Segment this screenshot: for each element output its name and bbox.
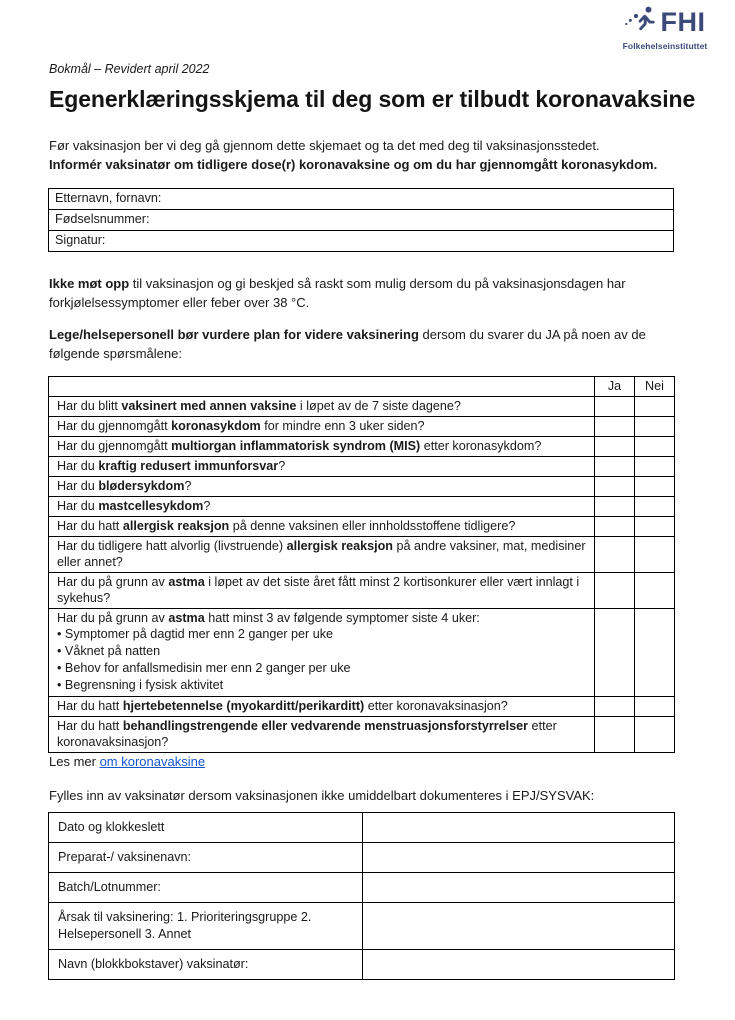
vaccinator-value-navn[interactable] (363, 950, 675, 980)
table-row (49, 231, 674, 252)
logo-wordmark: FHI (660, 6, 706, 37)
notice-rest: til vaksinasjon og gi beskjed så raskt som mulig dersom du på vaksinasjonsdagen har forkjølelsessymptomer eller feber over 38 °C. (49, 276, 626, 310)
vaccinator-label-dato: Dato og klokkeslett (49, 813, 363, 843)
question-post: i løpet av de 7 siste dagene? (296, 399, 461, 413)
table-row (49, 903, 675, 950)
personal-label-fodselsnummer[interactable]: Fødselsnummer: (49, 210, 674, 231)
question-post: i løpet av det siste året fått minst 2 kortisonkurer eller vært innlagt i sykehus? (57, 575, 580, 605)
vaccinator-label-batch: Batch/Lotnummer: (49, 873, 363, 903)
vaccinator-table-body (49, 813, 675, 980)
question-keyword: behandlingstrengende eller vedvarende menstruasjonsforstyrrelser (122, 719, 529, 733)
question-pre: Har du hatt (57, 519, 123, 533)
question-post: hatt minst 3 av følgende symptomer siste 4 uker: (204, 611, 480, 625)
table-row (49, 210, 674, 231)
table-row (49, 517, 675, 537)
personal-label-signatur[interactable]: Signatur: (49, 231, 674, 252)
answer-cell-ja[interactable] (595, 457, 635, 477)
table-row (49, 189, 674, 210)
table-row (49, 497, 675, 517)
question-pre: Har du på grunn av (57, 611, 169, 625)
question-post: på andre vaksiner, mat, medisiner eller annet? (57, 539, 586, 569)
table-row (49, 457, 675, 477)
question-cell (49, 517, 595, 537)
question-keyword: multiorgan inflammatorisk syndrom (MIS) (171, 439, 421, 453)
answer-cell-nei[interactable] (635, 477, 675, 497)
table-row (49, 477, 675, 497)
table-row (49, 397, 675, 417)
question-keyword: koronasykdom (171, 419, 261, 433)
question-cell (49, 497, 595, 517)
answer-cell-ja[interactable] (595, 497, 635, 517)
vaccinator-label-arsak: Årsak til vaksinering: 1. Prioriteringsgruppe 2. Helsepersonell 3. Annet (49, 903, 363, 950)
questions-table-head (49, 377, 675, 397)
list-item: • Behov for anfallsmedisin mer enn 2 ganger per uke (57, 660, 590, 677)
question-pre: Har du på grunn av (57, 575, 169, 589)
question-keyword: allergisk reaksjon (286, 539, 394, 553)
question-pre: Har du (57, 459, 99, 473)
table-row (49, 437, 675, 457)
question-post: etter koronavaksinasjon? (364, 699, 508, 713)
question-post: ? (203, 499, 211, 513)
answer-cell-nei[interactable] (635, 417, 675, 437)
notice-bold-lead: Ikke møt opp (49, 276, 130, 291)
question-pre: Har du gjennomgått (57, 439, 172, 453)
answer-cell-nei[interactable] (635, 517, 675, 537)
fhi-logo (609, 6, 721, 51)
vaccinator-label-preparat: Preparat-/ vaksinenavn: (49, 843, 363, 873)
table-row (49, 609, 675, 697)
question-post: på denne vaksinen eller innholdsstoffene tidligere? (229, 519, 516, 533)
table-row (49, 843, 675, 873)
vaccinator-value-batch[interactable] (363, 873, 675, 903)
table-header-row (49, 377, 675, 397)
koronavaksine-link[interactable]: om koronavaksine (99, 754, 206, 769)
logo-top-row (625, 6, 706, 38)
question-cell (49, 417, 595, 437)
question-pre: Har du gjennomgått (57, 419, 172, 433)
answer-cell-nei[interactable] (635, 609, 675, 697)
personal-info-table (48, 188, 674, 252)
list-item: • Våknet på natten (57, 643, 590, 660)
question-cell (49, 537, 595, 573)
question-pre: Har du blitt (57, 399, 122, 413)
question-post: ? (278, 459, 286, 473)
read-more-line (49, 754, 205, 769)
evaluate-bold-lead: Lege/helsepersonell bør vurdere plan for videre vaksinering (49, 327, 419, 342)
table-row (49, 573, 675, 609)
question-post: ? (184, 479, 192, 493)
table-row (49, 950, 675, 980)
question-keyword: astma (168, 575, 205, 589)
revision-label: Bokmål – Revidert april 2022 (49, 62, 210, 76)
vaccinator-value-arsak[interactable] (363, 903, 675, 950)
answer-cell-nei[interactable] (635, 457, 675, 477)
vaccinator-value-dato[interactable] (363, 813, 675, 843)
question-cell (49, 397, 595, 417)
answer-cell-nei[interactable] (635, 573, 675, 609)
question-post: etter koronavaksinasjon? (57, 719, 557, 749)
evaluate-paragraph (49, 325, 689, 363)
answer-cell-ja[interactable] (595, 437, 635, 457)
notice-paragraph (49, 274, 689, 312)
question-cell (49, 457, 595, 477)
question-keyword: kraftig redusert immunforsvar (98, 459, 279, 473)
question-post: for mindre enn 3 uker siden? (260, 419, 425, 433)
question-keyword: mastcellesykdom (98, 499, 204, 513)
column-header-ja: Ja (595, 377, 635, 397)
questions-table-body (49, 397, 675, 753)
personal-info-body (49, 189, 674, 252)
intro-line-2: Informér vaksinatør om tidligere dose(r) koronavaksine og om du har gjennomgått koronasykdom. (49, 157, 658, 172)
question-pre: Har du tidligere hatt alvorlig (livstruende) (57, 539, 287, 553)
column-header-nei: Nei (635, 377, 675, 397)
question-cell (49, 697, 595, 717)
question-pre: Har du hatt (57, 719, 123, 733)
question-keyword: blødersykdom (98, 479, 185, 493)
table-row (49, 697, 675, 717)
question-pre: Har du (57, 479, 99, 493)
vaccinator-value-preparat[interactable] (363, 843, 675, 873)
question-post: etter koronasykdom? (420, 439, 542, 453)
answer-cell-ja[interactable] (595, 717, 635, 753)
evaluate-rest: dersom du svarer du JA på noen av de følgende spørsmålene: (49, 327, 646, 361)
answer-cell-ja[interactable] (595, 609, 635, 697)
questions-table (48, 376, 675, 753)
answer-cell-ja[interactable] (595, 397, 635, 417)
table-row (49, 417, 675, 437)
vaccinator-intro: Fylles inn av vaksinatør dersom vaksinasjonen ikke umiddelbart dokumenteres i EPJ/SYSVAK: (49, 788, 595, 803)
logo-subtitle: Folkehelseinstituttet (622, 41, 708, 51)
table-row (49, 813, 675, 843)
answer-cell-nei[interactable] (635, 697, 675, 717)
question-cell (49, 717, 595, 753)
answer-cell-ja[interactable] (595, 417, 635, 437)
table-row (49, 873, 675, 903)
answer-cell-nei[interactable] (635, 437, 675, 457)
question-pre: Har du hatt (57, 699, 123, 713)
running-person-icon (625, 6, 659, 38)
personal-label-etternavn[interactable]: Etternavn, fornavn: (49, 189, 674, 210)
table-row (49, 537, 675, 573)
question-pre: Har du (57, 499, 99, 513)
question-keyword: vaksinert med annen vaksine (121, 399, 297, 413)
answer-cell-nei[interactable] (635, 497, 675, 517)
page-title: Egenerklæringsskjema til deg som er tilbudt koronavaksine (49, 86, 696, 112)
list-item: • Symptomer på dagtid mer enn 2 ganger per uke (57, 626, 590, 643)
answer-cell-nei[interactable] (635, 397, 675, 417)
answer-cell-nei[interactable] (635, 717, 675, 753)
list-item: • Begrensning i fysisk aktivitet (57, 677, 590, 694)
answer-cell-ja[interactable] (595, 573, 635, 609)
answer-cell-ja[interactable] (595, 697, 635, 717)
question-keyword: hjertebetennelse (myokarditt/perikarditt) (122, 699, 365, 713)
question-keyword: allergisk reaksjon (122, 519, 230, 533)
question-cell-asthma-symptoms (49, 609, 595, 697)
intro-line-1: Før vaksinasjon ber vi deg gå gjennom dette skjemaet og ta det med deg til vaksinasjonsstedet. (49, 138, 600, 153)
answer-cell-nei[interactable] (635, 537, 675, 573)
question-keyword: astma (168, 611, 205, 625)
vaccinator-label-navn: Navn (blokkbokstaver) vaksinatør: (49, 950, 363, 980)
question-cell (49, 573, 595, 609)
answer-cell-ja[interactable] (595, 477, 635, 497)
column-header-question (49, 377, 595, 397)
answer-cell-ja[interactable] (595, 537, 635, 573)
symptom-bullet-list (57, 626, 590, 694)
question-cell (49, 437, 595, 457)
table-row (49, 717, 675, 753)
intro-paragraph (49, 136, 689, 174)
question-cell (49, 477, 595, 497)
vaccinator-table (48, 812, 675, 980)
read-more-prefix: Les mer (49, 754, 100, 769)
answer-cell-ja[interactable] (595, 517, 635, 537)
